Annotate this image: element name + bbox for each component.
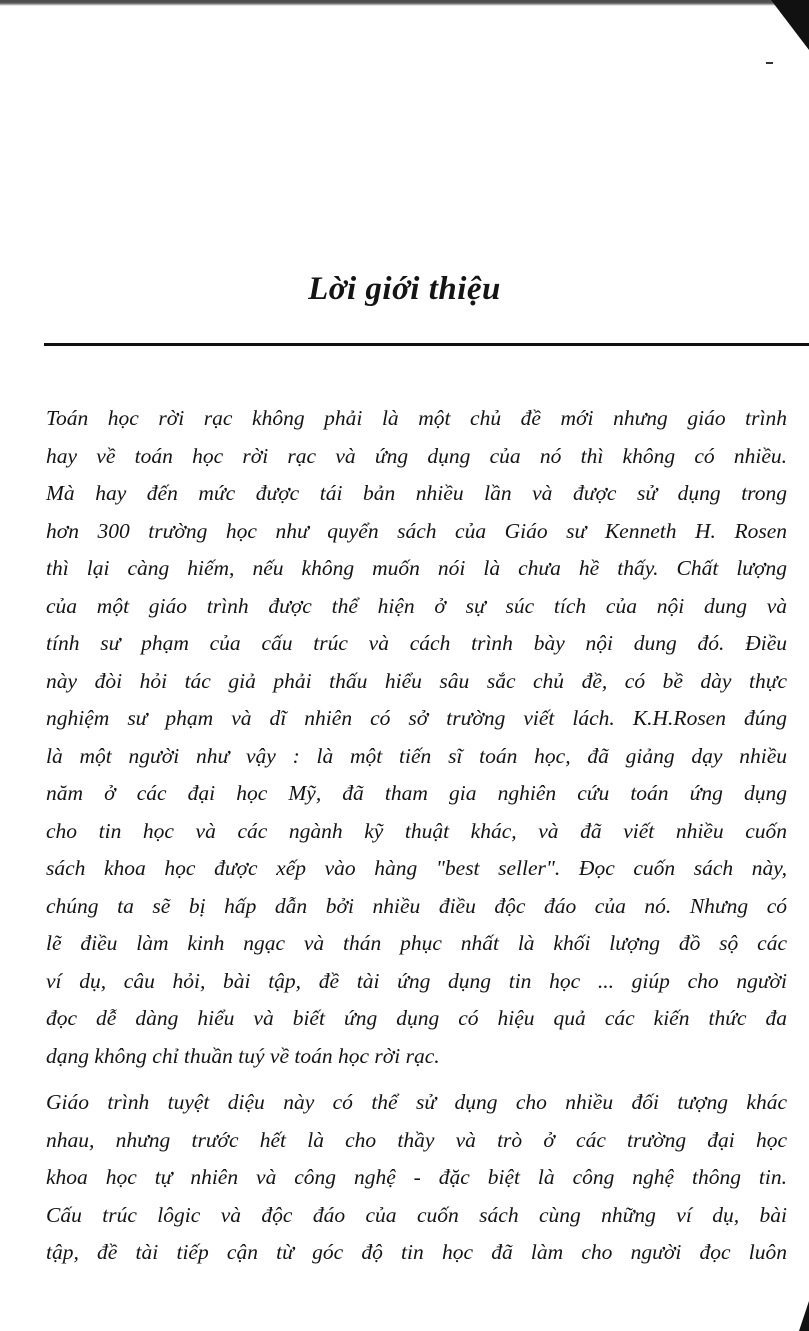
paragraph-line: là một người như vậy : là một tiến sĩ toán học, đã giảng dạy nhiều (46, 743, 787, 768)
paragraph-line: nghiệm sư phạm và dĩ nhiên có sở trường viết lách. K.H.Rosen đúng (46, 706, 787, 730)
paragraph-line: tính sư phạm của cấu trúc và cách trình bày nội dung đó. Điều (46, 631, 787, 655)
paragraph-line: dạng không chỉ thuần tuý về toán học rời rạc. (46, 1043, 440, 1068)
title-underline-rule (44, 343, 809, 346)
paragraph-1 (46, 400, 787, 1075)
paragraph-line: hay về toán học rời rạc và ứng dụng của nó thì không có nhiều. (46, 443, 787, 468)
scan-top-edge (0, 0, 809, 6)
paragraph-line: chúng ta sẽ bị hấp dẫn bởi nhiều điều độc đáo của nó. Nhưng có (46, 893, 787, 918)
paragraph-line: Toán học rời rạc không phải là một chủ đề mới nhưng giáo trình (46, 406, 787, 430)
scan-corner-top-right (771, 0, 809, 50)
scan-corner-bottom-right (799, 1301, 809, 1331)
page-title: Lời giới thiệu (308, 271, 501, 307)
paragraph-line: khoa học tự nhiên và công nghệ - đặc biệt là công nghệ thông tin. (46, 1165, 787, 1189)
paragraph-2 (46, 1084, 787, 1272)
paragraph-line: sách khoa học được xếp vào hàng "best seller". Đọc cuốn sách này, (46, 856, 787, 880)
paragraph-line: hơn 300 trường học như quyển sách của Giáo sư Kenneth H. Rosen (46, 518, 787, 543)
paragraph-line: nhau, nhưng trước hết là cho thầy và trò ở các trường đại học (46, 1127, 787, 1152)
scan-speck (766, 62, 773, 64)
paragraph-line: đọc dễ dàng hiểu và biết ứng dụng có hiệu quả các kiến thức đa (46, 1006, 787, 1030)
paragraph-line: lẽ điều làm kinh ngạc và thán phục nhất là khối lượng đồ sộ các (46, 931, 787, 955)
paragraph-line: của một giáo trình được thể hiện ở sự súc tích của nội dung và (46, 593, 787, 618)
paragraph-line: Giáo trình tuyệt diệu này có thể sử dụng cho nhiều đối tượng khác (46, 1090, 787, 1114)
paragraph-line: năm ở các đại học Mỹ, đã tham gia nghiên cứu toán ứng dụng (46, 781, 787, 805)
paragraph-line: cho tin học và các ngành kỹ thuật khác, và đã viết nhiều cuốn (46, 818, 787, 843)
paragraph-line: ví dụ, câu hỏi, bài tập, đề tài ứng dụng tin học ... giúp cho người (46, 968, 787, 993)
paragraph-line: Mà hay đến mức được tái bản nhiều lần và được sử dụng trong (46, 481, 787, 505)
paragraph-line: này đòi hỏi tác giả phải thấu hiểu sâu sắc chủ đề, có bề dày thực (46, 668, 787, 693)
paragraph-line: Cấu trúc lôgic và độc đáo của cuốn sách cùng những ví dụ, bài (46, 1202, 787, 1227)
paragraph-line: thì lại càng hiếm, nếu không muốn nói là chưa hề thấy. Chất lượng (46, 556, 787, 580)
paragraph-line: tập, đề tài tiếp cận từ góc độ tin học đã làm cho người đọc luôn (46, 1240, 787, 1264)
